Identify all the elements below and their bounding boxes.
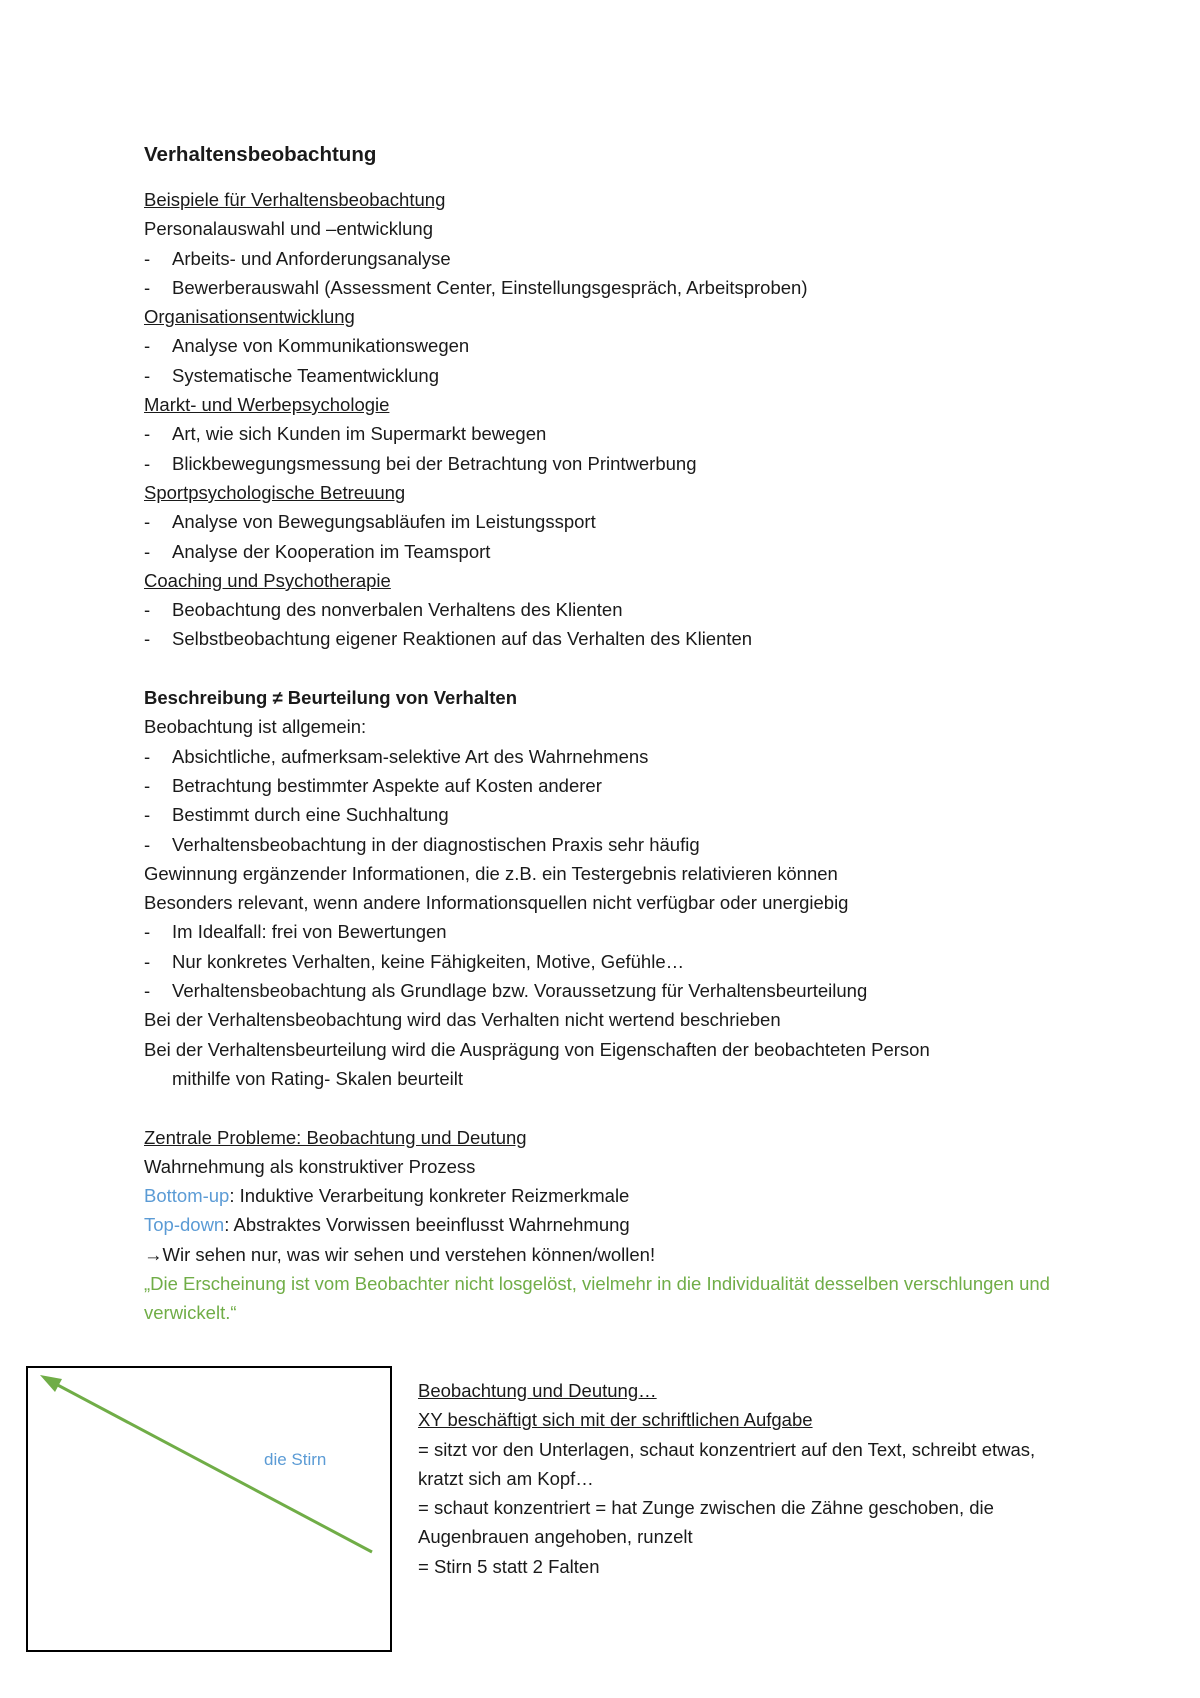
list-item: - Im Idealfall: frei von Bewertungen <box>144 917 1074 946</box>
list-item: - Art, wie sich Kunden im Supermarkt bewegen <box>144 419 1074 448</box>
text-line: Besonders relevant, wenn andere Informationsquellen nicht verfügbar oder unergiebig <box>144 892 849 914</box>
conclusion-text: Wir sehen nur, was wir sehen und verstehen können/wollen! <box>162 1243 656 1265</box>
text-line: Beobachtung ist allgemein: <box>144 716 367 738</box>
top-down-line <box>144 1210 1074 1239</box>
list-item: - Systematische Teamentwicklung <box>144 361 1074 390</box>
list-item: - Blickbewegungsmessung bei der Betrachtung von Printwerbung <box>144 449 1074 478</box>
list-item: - Verhaltensbeobachtung als Grundlage bzw. Voraussetzung für Verhaltensbeurteilung <box>144 976 1074 1005</box>
conclusion-line <box>144 1240 1074 1269</box>
arrow-head-icon <box>40 1375 62 1392</box>
bottom-up-text: : Induktive Verarbeitung konkreter Reizmerkmale <box>229 1185 630 1207</box>
bottom-up-line <box>144 1181 1074 1210</box>
top-down-text: : Abstraktes Vorwissen beeinflusst Wahrnehmung <box>224 1214 630 1236</box>
top-down-term: Top-down <box>144 1214 225 1236</box>
spacer <box>144 1093 1074 1122</box>
text-line: Bei der Verhaltensbeurteilung wird die Ausprägung von Eigenschaften der beobachteten Person <box>144 1038 930 1060</box>
sub-heading: Sportpsychologische Betreuung <box>144 481 406 503</box>
document-body <box>144 140 1074 1328</box>
figure-label: die Stirn <box>264 1450 327 1469</box>
quote: „Die Erscheinung ist vom Beobachter nicht losgelöst, vielmehr in die Individualität desselben verschlungen und verwickelt.“ <box>144 1272 1050 1324</box>
text-line: Wahrnehmung als konstruktiver Prozess <box>144 1155 476 1177</box>
list-item: - Bestimmt durch eine Suchhaltung <box>144 800 1074 829</box>
example-heading: Beobachtung und Deutung… <box>418 1380 657 1401</box>
example-text: = Stirn 5 statt 2 Falten <box>418 1555 600 1577</box>
list-item: - Beobachtung des nonverbalen Verhaltens des Klienten <box>144 595 1074 624</box>
bottom-up-term: Bottom-up <box>144 1185 230 1207</box>
text-line-continuation: mithilfe von Rating- Skalen beurteilt <box>172 1067 464 1089</box>
list-item: - Analyse von Bewegungsabläufen im Leistungssport <box>144 507 1074 536</box>
right-arrow-icon: → <box>144 1243 163 1265</box>
list-item: - Nur konkretes Verhalten, keine Fähigkeiten, Motive, Gefühle… <box>144 947 1074 976</box>
list-item: - Arbeits- und Anforderungsanalyse <box>144 244 1074 273</box>
list-item: - Selbstbeobachtung eigener Reaktionen auf das Verhalten des Klienten <box>144 624 1074 653</box>
text-line: Bei der Verhaltensbeobachtung wird das Verhalten nicht wertend beschrieben <box>144 1009 781 1031</box>
section-heading: Beschreibung ≠ Beurteilung von Verhalten <box>144 687 518 709</box>
sub-heading: Organisationsentwicklung <box>144 306 355 328</box>
arrow-graphic <box>28 1368 390 1650</box>
example-text: = sitzt vor den Unterlagen, schaut konzentriert auf den Text, schreibt etwas, kratzt sich am Kopf… <box>418 1438 1036 1489</box>
spacer <box>144 654 1074 683</box>
example-text: = schaut konzentriert = hat Zunge zwischen die Zähne geschoben, die Augenbrauen angehoben, runzelt <box>418 1497 994 1548</box>
section-heading: Beispiele für Verhaltensbeobachtung <box>144 189 446 210</box>
sub-heading: Markt- und Werbepsychologie <box>144 394 390 416</box>
list-item: - Analyse der Kooperation im Teamsport <box>144 537 1074 566</box>
example-subheading: XY beschäftigt sich mit der schriftlichen Aufgabe <box>418 1409 813 1431</box>
text-line: Personalauswahl und –entwicklung <box>144 218 433 240</box>
text-line: Gewinnung ergänzender Informationen, die z.B. ein Testergebnis relativieren können <box>144 862 838 884</box>
observation-example <box>418 1376 1068 1581</box>
list-item: - Bewerberauswahl (Assessment Center, Einstellungsgespräch, Arbeitsproben) <box>144 273 1074 302</box>
list-item: - Betrachtung bestimmter Aspekte auf Kosten anderer <box>144 771 1074 800</box>
list-item: - Verhaltensbeobachtung in der diagnostischen Praxis sehr häufig <box>144 830 1074 859</box>
page-title: Verhaltensbeobachtung <box>144 143 377 166</box>
list-item: - Absichtliche, aufmerksam-selektive Art des Wahrnehmens <box>144 742 1074 771</box>
sub-heading: Coaching und Psychotherapie <box>144 569 391 591</box>
list-item: - Analyse von Kommunikationswegen <box>144 331 1074 360</box>
section-heading: Zentrale Probleme: Beobachtung und Deutung <box>144 1126 527 1148</box>
forehead-figure <box>26 1366 392 1652</box>
